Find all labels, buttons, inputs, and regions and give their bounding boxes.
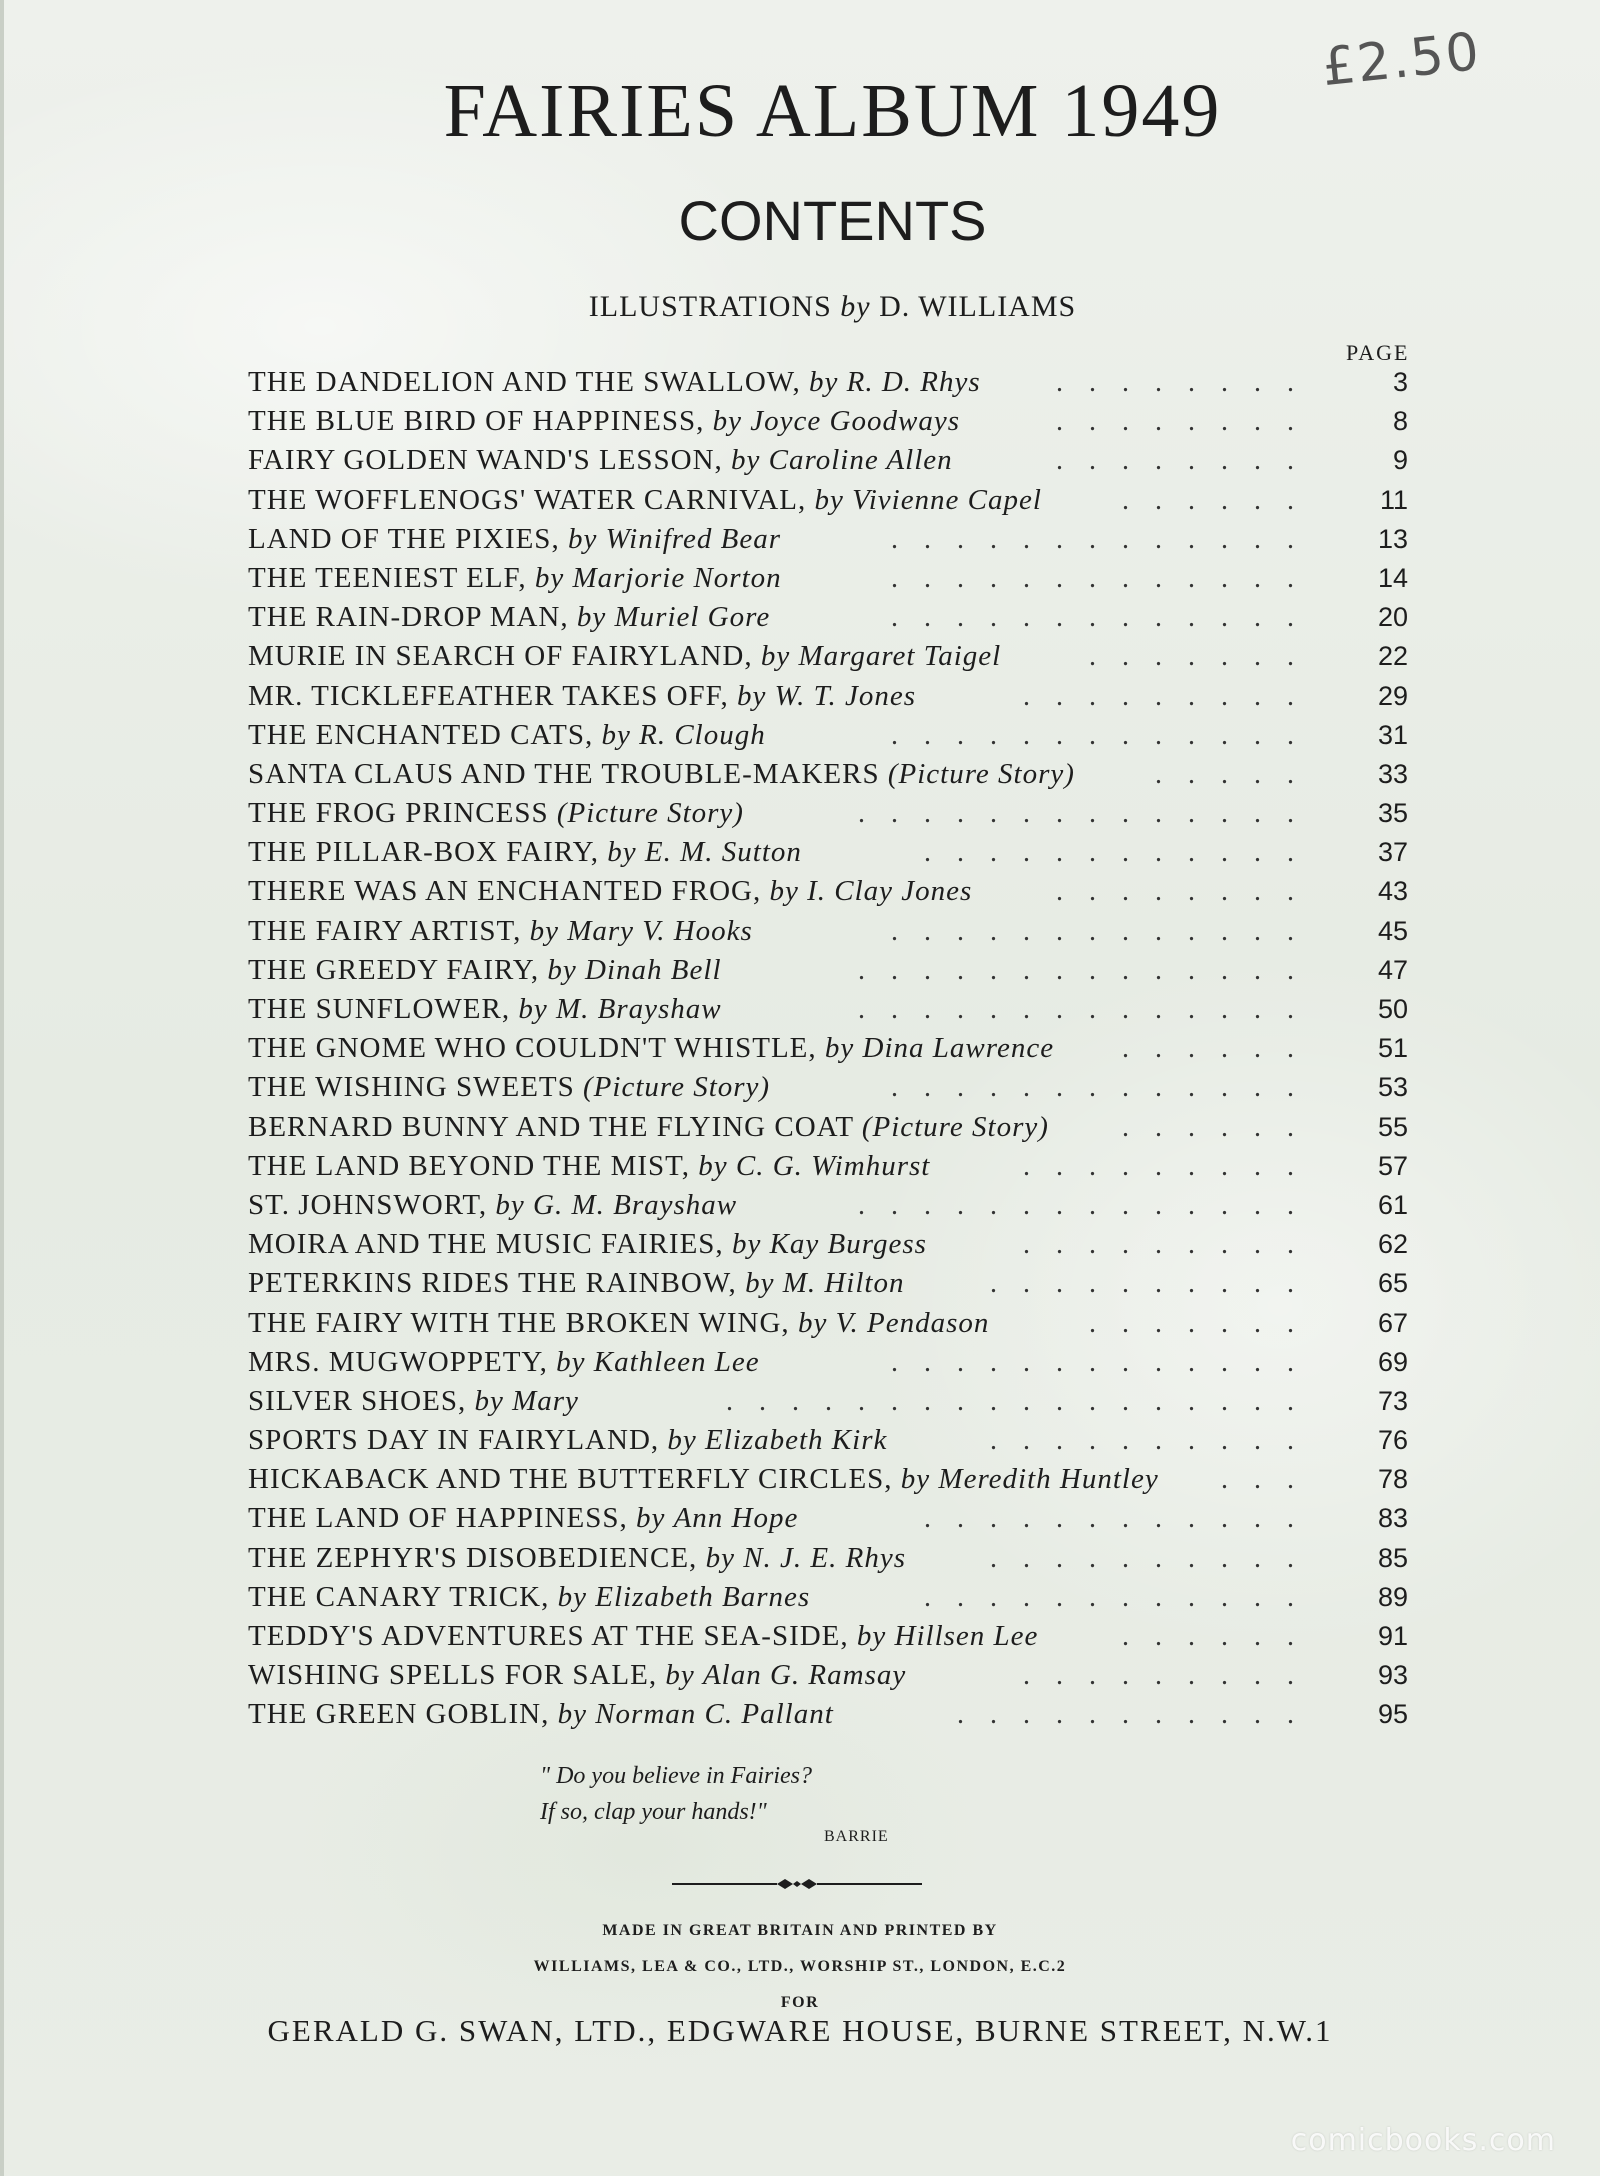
toc-page-number: 93 [1377,1660,1408,1691]
toc-leader-dots: ....... [1089,1307,1320,1339]
toc-author: Winifred Bear [605,522,782,555]
toc-leader-dots: ........... [957,1699,1320,1731]
toc-by: by [705,1541,735,1574]
toc-entry [248,1499,1408,1538]
toc-author: Kathleen Lee [593,1345,760,1378]
toc-entry-text [248,1264,904,1303]
album-title: FAIRIES ALBUM 1949 [443,69,1222,153]
toc-author: Margaret Taigel [798,640,1002,673]
toc-author: M. Hilton [782,1267,905,1300]
toc-entry-text [248,402,960,441]
toc-entry-text [248,833,802,872]
toc-entry [248,559,1408,598]
toc-author: M. Brayshaw [555,993,722,1025]
quote-line-2: If so, clap your hands!" [540,1799,767,1825]
toc-title: SILVER SHOES, [248,1384,467,1417]
imprint-line-2: WILLIAMS, LEA & CO., LTD., WORSHIP ST., LONDON, E.C.2 [533,1958,1067,1975]
barrie-quote [540,1758,812,1830]
toc-entry [248,677,1408,716]
toc-author: (Picture Story) [887,757,1075,790]
toc-by: by [797,1306,828,1339]
toc-author: Kay Burgess [769,1228,927,1261]
toc-entry [248,1460,1408,1499]
toc-title: THE GREEN GOBLIN, [248,1698,550,1731]
toc-entry [248,402,1408,441]
toc-page-number: 95 [1377,1699,1408,1730]
toc-author: R. Clough [639,718,766,751]
toc-page-number: 20 [1377,602,1408,633]
toc-title: THE BLUE BIRD OF HAPPINESS, [248,405,705,438]
toc-entry [248,1695,1408,1734]
imprint-line-1: MADE IN GREAT BRITAIN AND PRINTED BY [602,1922,998,1939]
toc-leader-dots: ............. [891,1346,1320,1378]
toc-page-number: 51 [1377,1033,1408,1064]
toc-page-number: 73 [1377,1385,1408,1416]
toc-leader-dots: ....... [1089,641,1320,673]
toc-leader-dots: ............. [891,719,1320,751]
toc-entry-text [248,872,972,911]
toc-entry-text [248,1499,798,1538]
toc-by: by [698,1149,728,1182]
toc-entry [248,1029,1408,1068]
toc-leader-dots: ............. [891,562,1320,594]
toc-author: Vivienne Capel [852,483,1042,516]
toc-title: LAND OF THE PIXIES, [248,522,560,555]
toc-entry-text [248,1460,1159,1499]
toc-page-number: 67 [1377,1307,1408,1338]
toc-entry-text [248,1068,770,1107]
toc-entry [248,1147,1408,1186]
toc-author: Marjorie Norton [572,561,782,594]
toc-page-number: 62 [1377,1229,1408,1260]
toc-author: (Picture Story) [583,1071,771,1104]
toc-title: THE PILLAR-BOX FAIRY, [248,836,600,869]
contents-heading: CONTENTS [678,189,987,252]
toc-entry-text [248,520,781,559]
toc-leader-dots: .......... [990,1425,1320,1457]
toc-leader-dots: ......... [1023,680,1320,712]
toc-page-number: 50 [1377,994,1408,1024]
toc-entry [248,872,1408,911]
toc-author: Mary [512,1384,579,1417]
toc-entry [248,1343,1408,1382]
toc-entry-text [248,1225,927,1264]
toc-title: SANTA CLAUS AND THE TROUBLE-MAKERS [248,757,880,790]
toc-entry-text [248,1304,989,1343]
toc-entry [248,1108,1408,1147]
toc-entry-text [248,677,916,716]
toc-entry-text [248,1617,1038,1656]
toc-title: THE FAIRY WITH THE BROKEN WING, [248,1306,790,1339]
toc-title: THE FROG PRINCESS [248,797,549,830]
toc-title: THE ENCHANTED CATS, [248,718,594,751]
toc-author: Norman C. Pallant [595,1698,834,1731]
toc-entry [248,716,1408,755]
toc-page-number: 83 [1377,1503,1408,1534]
page-column-label: PAGE [1346,340,1410,365]
toc-entry-text [248,1656,906,1695]
toc-leader-dots: ............ [924,1503,1320,1535]
toc-leader-dots: ........ [1056,876,1320,908]
toc-entry-text [248,1695,834,1734]
toc-by: by [529,914,559,947]
toc-author: Elizabeth Kirk [705,1424,888,1457]
toc-by: by [534,561,565,594]
toc-leader-dots: ...... [1122,1033,1320,1065]
toc-page-number: 47 [1377,954,1408,985]
toc-leader-dots: .............. [858,954,1320,986]
toc-by: by [547,953,577,986]
toc-entry [248,1382,1408,1421]
toc-author: Hillsen Lee [894,1620,1039,1652]
toc-by: by [665,1659,695,1692]
toc-by: by [809,366,839,398]
toc-by: by [769,875,799,908]
toc-by: by [814,483,844,516]
toc-page-number: 33 [1377,758,1408,789]
toc-page-number: 9 [1392,445,1408,476]
illustrations-by: by [840,290,871,323]
toc-leader-dots: ...... [1122,1621,1320,1652]
toc-page-number: 8 [1392,406,1408,437]
toc-entry-text [248,990,722,1029]
toc-title: WISHING SPELLS FOR SALE, [248,1659,658,1692]
toc-by: by [474,1384,504,1417]
toc-leader-dots: ............ [924,1581,1320,1613]
toc-title: MR. TICKLEFEATHER TAKES OFF, [248,679,729,712]
toc-title: MOIRA AND THE MUSIC FAIRIES, [248,1228,724,1261]
toc-title: MURIE IN SEARCH OF FAIRYLAND, [248,640,753,673]
toc-title: ST. JOHNSWORT, [248,1188,488,1221]
toc-page-number: 45 [1377,915,1408,946]
toc-title: HICKABACK AND THE BUTTERFLY CIRCLES, [248,1463,893,1496]
toc-title: THE GNOME WHO COULDN'T WHISTLE, [248,1032,817,1065]
quote-author: BARRIE [824,1828,889,1845]
page-edge [0,0,4,2176]
toc-author: Muriel Gore [614,601,771,634]
toc-entry-text [248,1578,810,1617]
toc-entry [248,520,1408,559]
toc-leader-dots: ......... [1023,1660,1320,1692]
toc-by: by [824,1032,855,1065]
toc-author: R. D. Rhys [846,366,981,398]
toc-title: THE ZEPHYR'S DISOBEDIENCE, [248,1541,698,1574]
toc-leader-dots: ... [1221,1464,1320,1496]
toc-by: by [635,1502,666,1535]
toc-title: THE CANARY TRICK, [248,1580,550,1613]
toc-by: by [731,444,761,477]
toc-entry-text [248,794,744,833]
toc-title: THE LAND BEYOND THE MIST, [248,1149,690,1182]
toc-author: W. T. Jones [774,679,917,712]
toc-page-number: 22 [1377,641,1408,672]
toc-by: by [495,1188,525,1221]
toc-leader-dots: ...... [1122,484,1320,516]
toc-leader-dots: .............. [858,798,1320,830]
toc-entry [248,794,1408,833]
toc-leader-dots: .................. [726,1385,1320,1417]
toc-entry [248,363,1408,402]
toc-entry [248,1264,1408,1303]
toc-by: by [576,601,607,634]
imprint-line-3: FOR [780,1994,820,2011]
toc-by: by [712,405,743,438]
toc-leader-dots: ............. [891,602,1320,634]
toc-title: THE WISHING SWEETS [248,1071,575,1104]
toc-entry [248,637,1408,676]
toc-author: Dinah Bell [585,953,722,986]
toc-entry-text [248,716,766,755]
toc-entry-text [248,951,722,990]
toc-by: by [900,1463,931,1496]
toc-title: THE TEENIEST ELF, [248,561,527,594]
toc-author: Mary V. Hooks [567,914,753,947]
toc-title: THERE WAS AN ENCHANTED FROG, [248,875,762,908]
toc-entry [248,990,1408,1029]
toc-leader-dots: ............ [924,837,1320,869]
publisher-line: GERALD G. SWAN, LTD., EDGWARE HOUSE, BURNE STREET, N.W.1 [267,2013,1333,2048]
toc-entry [248,1186,1408,1225]
toc-author: N. J. E. Rhys [743,1541,906,1574]
toc-leader-dots: .............. [858,994,1320,1025]
toc-title: THE LAND OF HAPPINESS, [248,1502,628,1535]
toc-title: THE RAIN-DROP MAN, [248,601,569,634]
toc-entry-text [248,559,782,598]
toc-page-number: 3 [1392,367,1408,397]
toc-entry-text [248,441,953,480]
toc-entry [248,1304,1408,1343]
table-of-contents [248,363,1408,1735]
toc-entry [248,912,1408,951]
toc-entry-text [248,912,753,951]
toc-leader-dots: ........ [1056,406,1320,438]
toc-page-number: 53 [1377,1072,1408,1103]
toc-entry [248,1225,1408,1264]
toc-author: V. Pendason [835,1306,990,1339]
toc-by: by [667,1424,697,1457]
illustrations-prefix: ILLUSTRATIONS [588,290,832,323]
toc-entry-text [248,363,981,402]
toc-page-number: 31 [1377,719,1408,750]
toc-page-number: 91 [1377,1621,1408,1651]
toc-page-number: 69 [1377,1346,1408,1377]
toc-entry [248,441,1408,480]
toc-entry [248,951,1408,990]
toc-page-number: 89 [1377,1581,1408,1612]
toc-entry-text [248,598,770,637]
toc-entry [248,598,1408,637]
toc-author: E. M. Sutton [644,836,802,869]
toc-by: by [518,993,548,1025]
toc-page-number: 57 [1377,1150,1408,1181]
toc-by: by [557,1698,587,1731]
toc-title: THE FAIRY ARTIST, [248,914,522,947]
toc-title: BERNARD BUNNY AND THE FLYING COAT [248,1110,854,1143]
toc-leader-dots: ......... [1023,1150,1320,1182]
toc-entry-text [248,1343,760,1382]
toc-title: PETERKINS RIDES THE RAINBOW, [248,1267,737,1300]
toc-page-number: 29 [1377,680,1408,711]
toc-title: TEDDY'S ADVENTURES AT THE SEA-SIDE, [248,1620,849,1652]
toc-by: by [745,1267,775,1300]
toc-entry [248,755,1408,794]
toc-entry [248,1539,1408,1578]
toc-by: by [601,718,631,751]
toc-page-number: 76 [1377,1425,1408,1456]
toc-leader-dots: ............. [891,523,1320,555]
toc-title: THE DANDELION AND THE SWALLOW, [248,366,801,398]
toc-leader-dots: .............. [858,1189,1320,1221]
toc-entry-text [248,1421,887,1460]
toc-page-number: 43 [1377,876,1408,907]
toc-by: by [731,1228,762,1261]
toc-entry [248,1617,1408,1656]
toc-leader-dots: ............. [891,1072,1320,1104]
toc-title: FAIRY GOLDEN WAND'S LESSON, [248,444,723,477]
illustrations-credit [0,290,1600,324]
toc-entry-text [248,1539,906,1578]
ornament-divider [672,1874,922,1894]
toc-entry [248,1068,1408,1107]
toc-leader-dots: ......... [1023,1229,1320,1261]
toc-title: THE SUNFLOWER, [248,993,511,1025]
toc-leader-dots: ........ [1056,367,1320,398]
toc-entry [248,1656,1408,1695]
toc-leader-dots: .......... [990,1542,1320,1574]
toc-author: I. Clay Jones [807,875,973,908]
quote-line-1: " Do you believe in Fairies? [540,1763,813,1789]
toc-page-number: 35 [1377,798,1408,829]
toc-leader-dots: ........ [1056,445,1320,477]
toc-author: Ann Hope [673,1502,799,1535]
toc-title: SPORTS DAY IN FAIRYLAND, [248,1424,660,1457]
toc-page-number: 13 [1377,523,1408,554]
toc-page-number: 78 [1377,1464,1408,1495]
toc-by: by [856,1620,887,1652]
toc-by: by [567,522,598,555]
toc-entry-text [248,637,1001,676]
toc-page-number: 11 [1379,484,1408,515]
toc-author: G. M. Brayshaw [533,1188,738,1221]
toc-page-number: 14 [1377,562,1408,593]
toc-leader-dots: ............. [891,915,1320,947]
toc-author: Meredith Huntley [938,1463,1159,1496]
toc-author: (Picture Story) [861,1110,1049,1143]
toc-page-number: 55 [1377,1111,1408,1142]
toc-leader-dots: ..... [1155,758,1320,790]
toc-leader-dots: ...... [1122,1111,1320,1143]
toc-by: by [557,1580,588,1613]
toc-entry-text [248,755,1075,794]
toc-entry [248,833,1408,872]
toc-entry-text [248,1147,930,1186]
toc-by: by [607,836,637,869]
toc-author: Alan G. Ramsay [702,1659,907,1692]
toc-entry [248,481,1408,520]
toc-page-number: 85 [1377,1542,1408,1573]
toc-entry [248,1421,1408,1460]
toc-title: THE WOFFLENOGS' WATER CARNIVAL, [248,483,807,516]
toc-by: by [556,1345,586,1378]
toc-entry-text [248,1186,737,1225]
toc-page-number: 61 [1377,1189,1408,1220]
toc-author: C. G. Wimhurst [735,1149,931,1182]
watermark: comicbooks.com [1290,2123,1556,2158]
illustrator-name: D. WILLIAMS [879,290,1077,323]
toc-page-number: 65 [1377,1268,1408,1299]
toc-page-number: 37 [1377,837,1408,868]
toc-entry-text [248,481,1042,520]
toc-author: (Picture Story) [556,797,744,830]
toc-entry-text [248,1382,579,1421]
toc-author: Elizabeth Barnes [595,1580,811,1613]
toc-title: THE GREEDY FAIRY, [248,953,540,986]
toc-author: Joyce Goodways [750,405,960,438]
toc-author: Dina Lawrence [862,1032,1055,1065]
toc-by: by [760,640,791,673]
toc-author: Caroline Allen [768,444,953,477]
toc-entry-text [248,1108,1049,1147]
handwritten-price: £2.50 [1319,21,1484,99]
toc-entry-text [248,1029,1054,1068]
toc-leader-dots: .......... [990,1268,1320,1300]
toc-title: MRS. MUGWOPPETY, [248,1345,548,1378]
toc-entry [248,1578,1408,1617]
toc-by: by [736,679,767,712]
